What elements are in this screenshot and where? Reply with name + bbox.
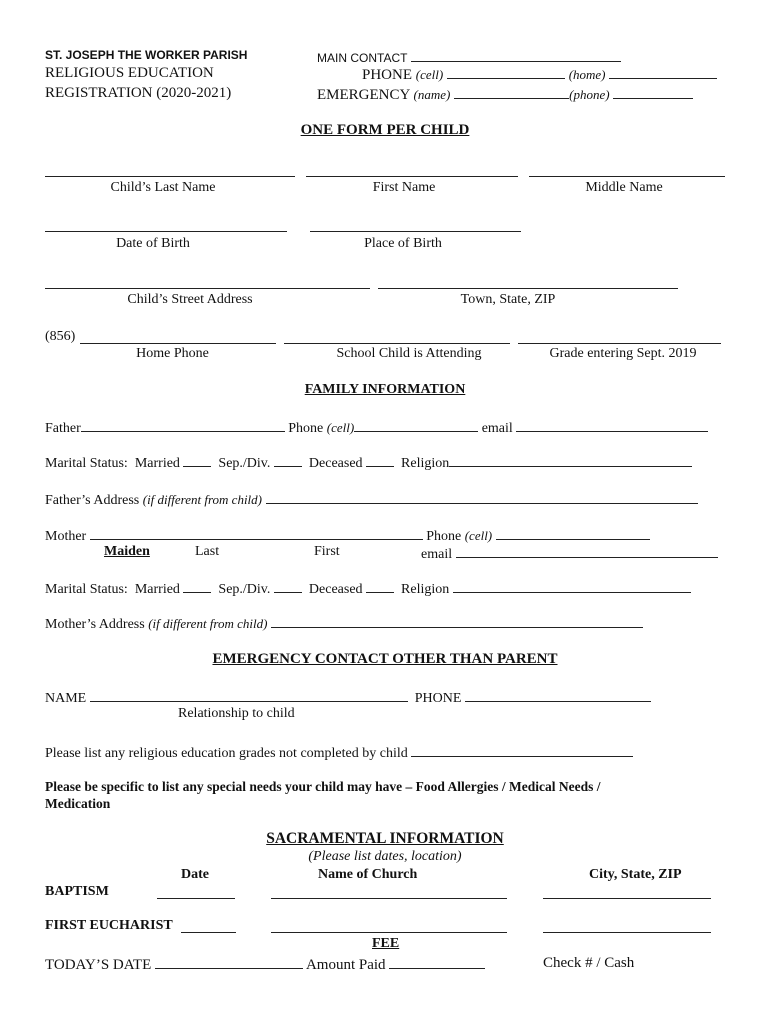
home-phone-label: Home Phone (136, 346, 209, 361)
emergency-contact-heading: EMERGENCY CONTACT OTHER THAN PARENT (212, 651, 558, 667)
mother-deceased-label: Deceased (308, 582, 363, 597)
mothers-address-label: Mother’s Address (45, 617, 145, 632)
fee-heading: FEE (372, 936, 400, 951)
family-info-heading: FAMILY INFORMATION (304, 382, 466, 397)
father-email-field[interactable] (516, 419, 708, 432)
emergency-name-label: NAME (45, 691, 87, 706)
mother-if-different: (if different from child) (148, 616, 268, 631)
mother-married-label: Married (134, 582, 180, 597)
father-row (45, 419, 708, 436)
town-state-zip-field[interactable] (378, 288, 678, 289)
sep-div-label: Sep./Div. (218, 456, 271, 471)
mother-phone-field[interactable] (496, 527, 650, 540)
main-contact-label: MAIN CONTACT (317, 51, 408, 65)
town-state-zip-label: Town, State, ZIP (460, 292, 556, 307)
cell-phone-field[interactable] (447, 66, 565, 79)
child-middle-name-label: Middle Name (585, 180, 663, 195)
father-label: Father (45, 421, 81, 436)
child-middle-name-field[interactable] (529, 176, 725, 177)
father-marital-row (45, 454, 692, 471)
form-title-line2: REGISTRATION (2020-2021) (45, 85, 232, 101)
home-phone-field[interactable] (80, 343, 276, 344)
sacramental-subheading: (Please list dates, location) (308, 849, 462, 864)
father-religion-field[interactable] (449, 454, 692, 467)
grade-field[interactable] (518, 343, 721, 344)
mother-religion-field[interactable] (453, 580, 691, 593)
home-label: (home) (568, 67, 606, 82)
deceased-label: Deceased (308, 456, 363, 471)
date-of-birth-label: Date of Birth (116, 236, 190, 251)
maiden-label: Maiden (104, 544, 150, 559)
emergency-phone-label: (phone) (569, 87, 610, 102)
place-of-birth-label: Place of Birth (364, 236, 442, 251)
mother-marital-row (45, 580, 691, 597)
mother-address-row (45, 615, 643, 632)
father-sep-div-field[interactable] (274, 454, 302, 467)
todays-date-row (45, 956, 485, 973)
emergency-row (317, 86, 693, 103)
mother-married-field[interactable] (183, 580, 211, 593)
grade-label: Grade entering Sept. 2019 (549, 346, 697, 361)
mother-marital-status-label: Marital Status: (45, 582, 128, 597)
place-of-birth-field[interactable] (310, 231, 521, 232)
child-last-name-field[interactable] (45, 176, 295, 177)
special-needs-line1: Please be specific to list any special needs your child may have – Food Allergies / Medical Needs / (45, 779, 601, 794)
father-phone-field[interactable] (354, 419, 478, 432)
mother-email-label: email (421, 547, 453, 562)
main-contact-field[interactable] (411, 49, 621, 62)
special-needs-line2: Medication (45, 796, 111, 811)
religion-label: Religion (401, 456, 450, 471)
amount-paid-field[interactable] (389, 956, 485, 969)
first-label: First (314, 544, 340, 559)
emergency-phone-label: PHONE (414, 691, 462, 706)
grades-not-completed-field[interactable] (411, 744, 633, 757)
amount-paid-label: Amount Paid (305, 957, 386, 973)
date-column-header: Date (181, 867, 209, 882)
grades-not-completed-row (45, 744, 633, 761)
emergency-contact-phone-field[interactable] (465, 689, 651, 702)
todays-date-field[interactable] (155, 956, 303, 969)
emergency-contact-name-field[interactable] (90, 689, 408, 702)
school-field[interactable] (284, 343, 510, 344)
date-of-birth-field[interactable] (45, 231, 287, 232)
phone-row (362, 66, 717, 83)
father-phone-label: Phone (288, 421, 324, 436)
mother-email-field[interactable] (456, 545, 718, 558)
mother-row (45, 527, 650, 544)
child-first-name-field[interactable] (306, 176, 518, 177)
mother-address-field[interactable] (271, 615, 643, 628)
baptism-date-field[interactable] (157, 898, 235, 899)
first-eucharist-label: FIRST EUCHARIST (45, 918, 173, 933)
father-if-different: (if different from child) (142, 492, 263, 507)
mother-phone-label: Phone (426, 529, 462, 544)
mother-religion-label: Religion (401, 582, 450, 597)
last-label: Last (195, 544, 220, 559)
street-address-field[interactable] (45, 288, 370, 289)
baptism-label: BAPTISM (45, 884, 109, 899)
emergency-name-label: (name) (413, 87, 451, 102)
first-eucharist-church-field[interactable] (271, 932, 507, 933)
child-first-name-label: First Name (372, 180, 436, 195)
grades-not-completed-label: Please list any religious education grades not completed by child (45, 746, 408, 761)
mother-sep-div-field[interactable] (274, 580, 302, 593)
child-last-name-label: Child’s Last Name (110, 180, 216, 195)
marital-status-label: Marital Status: (45, 456, 128, 471)
mother-label: Mother (45, 529, 87, 544)
area-code: (856) (45, 329, 76, 344)
form-title-line1: RELIGIOUS EDUCATION (45, 65, 214, 81)
street-address-label: Child’s Street Address (127, 292, 253, 307)
school-label: School Child is Attending (336, 346, 482, 361)
first-eucharist-date-field[interactable] (181, 932, 236, 933)
father-address-row (45, 491, 698, 508)
father-married-field[interactable] (183, 454, 211, 467)
one-form-notice: ONE FORM PER CHILD (300, 122, 470, 138)
baptism-church-field[interactable] (271, 898, 507, 899)
emergency-phone-field[interactable] (613, 86, 693, 99)
mother-email-row (421, 545, 718, 562)
baptism-city-field[interactable] (543, 898, 711, 899)
main-contact-row (317, 49, 621, 64)
mother-name-field[interactable] (90, 527, 423, 540)
mother-deceased-field[interactable] (366, 580, 394, 593)
emergency-contact-row (45, 689, 651, 706)
cell-label: (cell) (415, 67, 444, 82)
relationship-label: Relationship to child (178, 706, 295, 721)
todays-date-label: TODAY’S DATE (45, 957, 152, 973)
emergency-label: EMERGENCY (317, 87, 410, 103)
mother-sep-div-label: Sep./Div. (218, 582, 271, 597)
father-name-field[interactable] (81, 419, 285, 432)
sacramental-heading: SACRAMENTAL INFORMATION (266, 830, 504, 847)
first-eucharist-city-field[interactable] (543, 932, 711, 933)
church-column-header: Name of Church (318, 867, 418, 882)
father-cell-label: (cell) (326, 420, 355, 435)
check-cash-label: Check # / Cash (543, 955, 635, 971)
parish-name: ST. JOSEPH THE WORKER PARISH (45, 48, 248, 62)
fathers-address-label: Father’s Address (45, 493, 140, 508)
father-address-field[interactable] (266, 491, 698, 504)
mother-cell-label: (cell) (464, 528, 493, 543)
home-phone-field[interactable] (609, 66, 717, 79)
phone-label: PHONE (362, 67, 413, 83)
father-email-label: email (481, 421, 513, 436)
city-column-header: City, State, ZIP (589, 867, 682, 882)
emergency-name-field[interactable] (454, 86, 569, 99)
married-label: Married (134, 456, 180, 471)
father-deceased-field[interactable] (366, 454, 394, 467)
